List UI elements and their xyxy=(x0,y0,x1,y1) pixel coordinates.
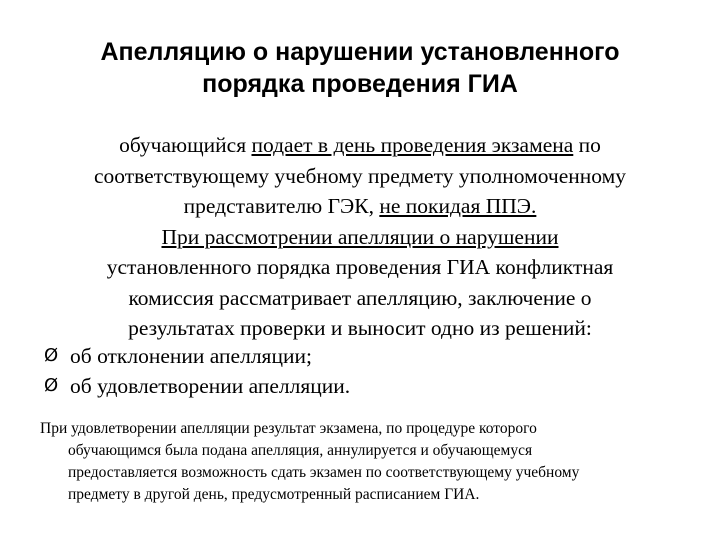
list-item xyxy=(44,371,684,401)
main-text xyxy=(50,130,670,344)
underlined-text: не покидая ППЭ. xyxy=(379,194,537,218)
main-line-7: результатах проверки и выносит одно из решений: xyxy=(128,316,592,340)
note-line: обучающимся была подана апелляция, аннулируется и обучающемуся xyxy=(68,442,533,459)
underlined-text: подает в день проведения экзамена xyxy=(251,133,574,157)
main-line-6: комиссия рассматривает апелляцию, заключение о xyxy=(128,285,592,310)
arrow-bullet-icon: Ø xyxy=(44,375,59,396)
bullet-list xyxy=(44,341,684,401)
main-line-2: соответствующему учебному предмету уполномоченному xyxy=(94,163,626,188)
bullet-text: об удовлетворении апелляции. xyxy=(70,374,351,398)
footnote xyxy=(40,418,680,506)
note-line: предоставляется возможность сдать экзамен по соответствующему учебному xyxy=(68,464,580,481)
arrow-bullet-icon: Ø xyxy=(44,345,59,366)
main-line-4 xyxy=(50,222,670,253)
title-line-1: Апелляцию о нарушении установленного xyxy=(100,38,620,66)
note-line: При удовлетворении апелляции результат экзамена, по процедуре которого xyxy=(40,420,537,437)
underlined-text: При рассмотрении апелляции о нарушении xyxy=(161,224,559,249)
bullet-text: об отклонении апелляции; xyxy=(70,344,312,368)
note-line: предмету в другой день, предусмотренный расписанием ГИА. xyxy=(68,486,480,503)
slide-title xyxy=(60,36,660,100)
main-line-3: представителю ГЭК, не покидая ППЭ. xyxy=(183,194,537,218)
list-item xyxy=(44,341,684,371)
main-line-5: установленного порядка проведения ГИА конфликтная xyxy=(106,255,614,279)
title-line-2: порядка проведения ГИА xyxy=(202,70,518,98)
main-line-1: обучающийся подает в день проведения экзамена по xyxy=(119,133,601,157)
